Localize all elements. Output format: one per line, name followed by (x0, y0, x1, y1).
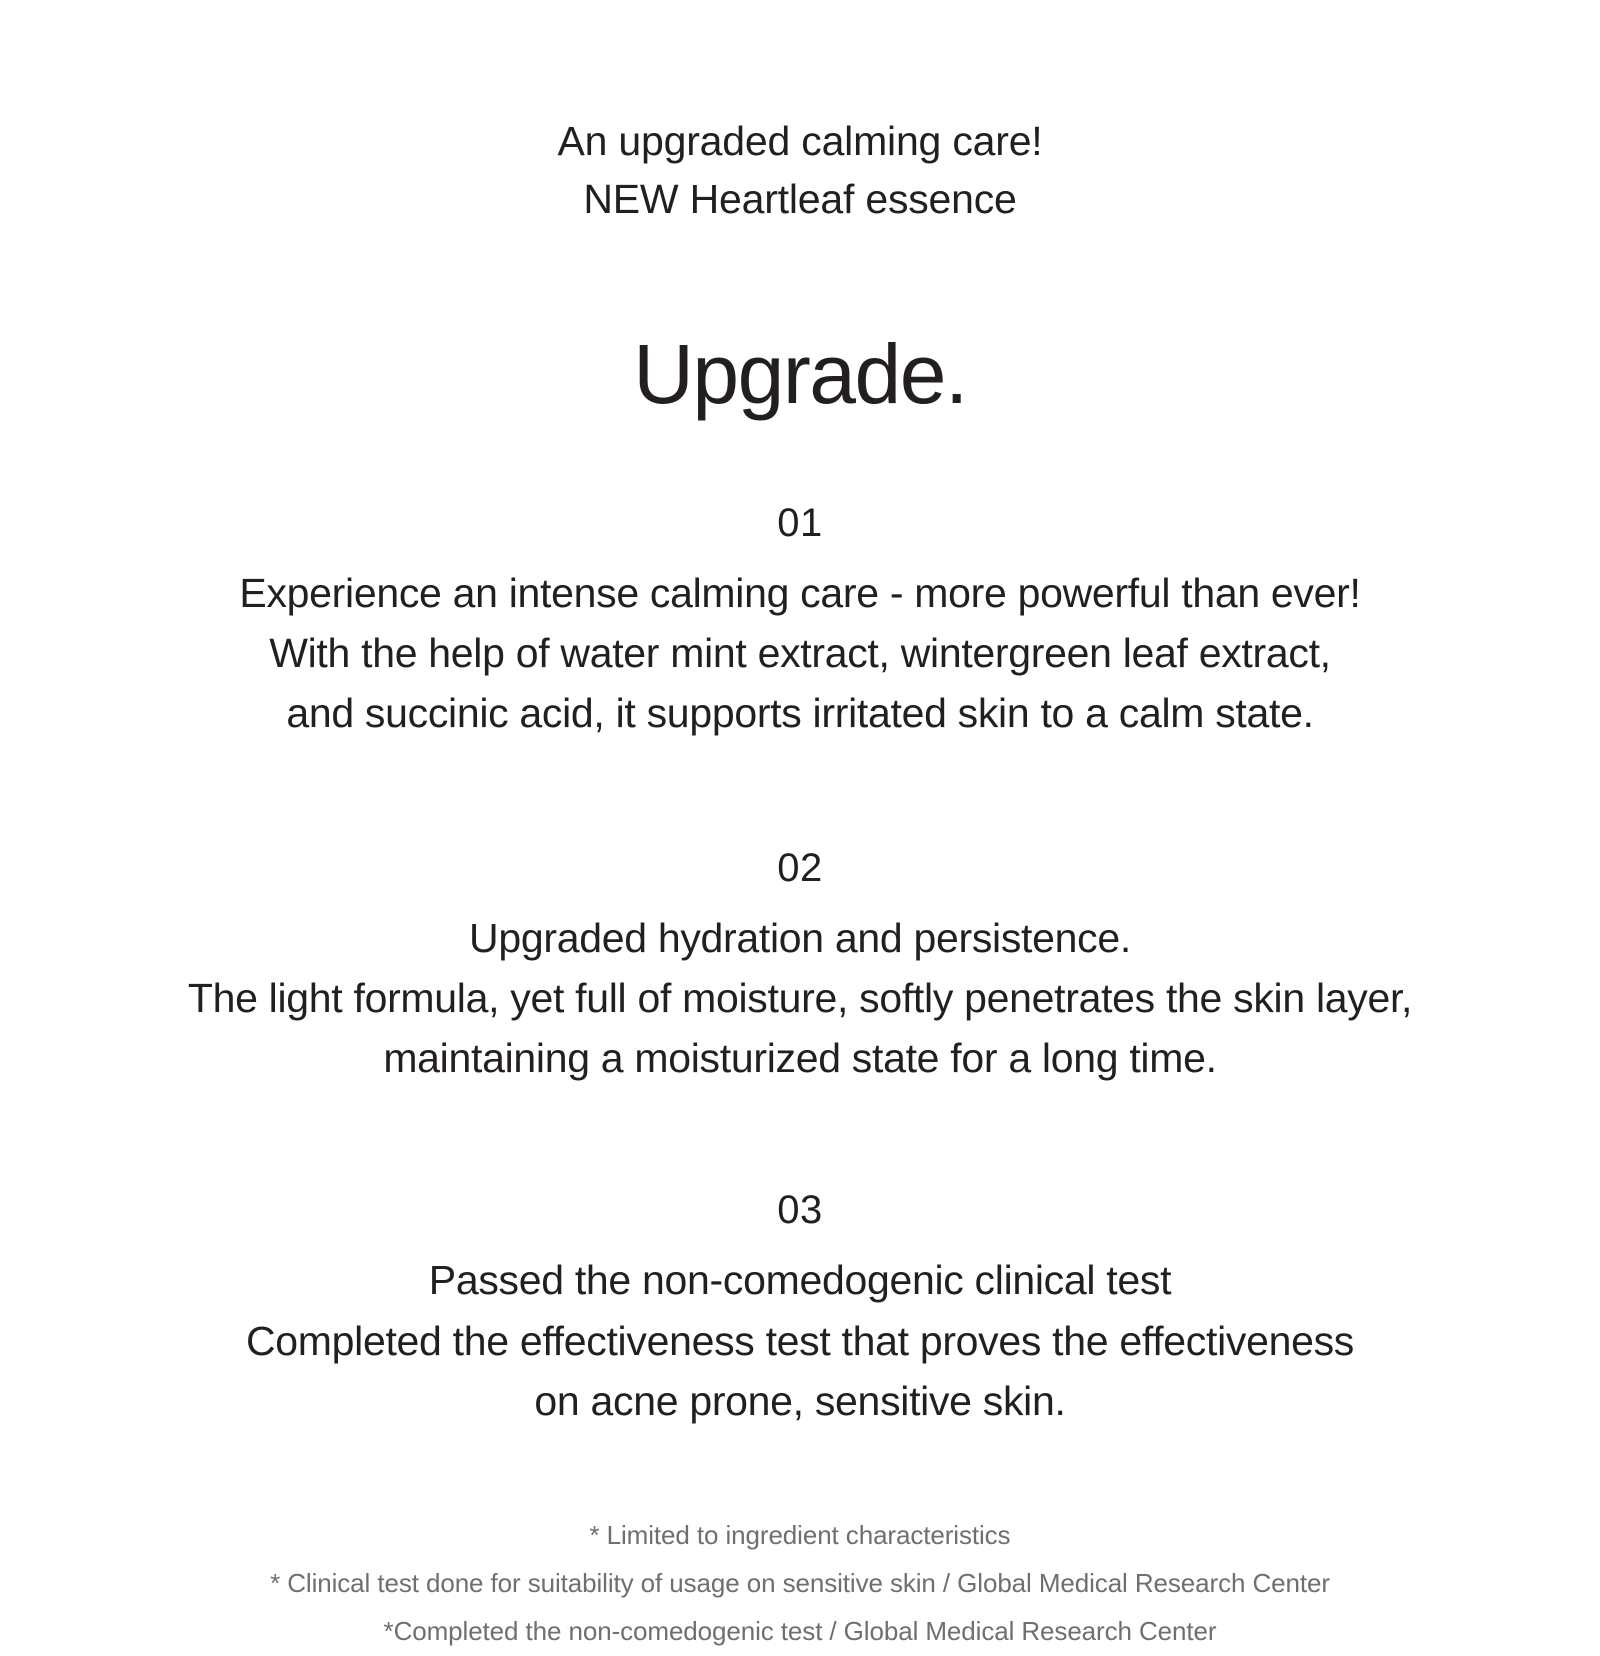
feature-body-02-line-1: Upgraded hydration and persistence. (469, 914, 1131, 961)
feature-body-03-line-3: on acne prone, sensitive skin. (534, 1377, 1066, 1424)
feature-number-02: 02 (777, 845, 823, 890)
intro-line-2: NEW Heartleaf essence (583, 176, 1017, 223)
footnote-1: * Limited to ingredient characteristics (589, 1520, 1011, 1551)
feature-block-01 (75, 497, 1525, 744)
feature-body-01-line-1: Experience an intense calming care - more powerful than ever! (239, 569, 1361, 616)
footnotes (270, 1511, 1330, 1655)
footnote-3: *Completed the non-comedogenic test / Global Medical Research Center (383, 1616, 1217, 1647)
feature-body-02 (75, 908, 1525, 1089)
intro-line-1: An upgraded calming care! (557, 118, 1043, 164)
feature-body-01-line-3: and succinic acid, it supports irritated skin to a calm state. (286, 690, 1314, 737)
page-title: Upgrade. (633, 327, 967, 422)
feature-body-03-line-1: Passed the non-comedogenic clinical test (428, 1257, 1172, 1304)
feature-block-03 (75, 1184, 1525, 1431)
feature-body-01-line-2: With the help of water mint extract, wintergreen leaf extract, (269, 630, 1331, 677)
feature-body-02-line-3: maintaining a moisturized state for a long time. (383, 1035, 1217, 1082)
feature-body-03 (75, 1250, 1525, 1431)
feature-block-02 (75, 842, 1525, 1089)
feature-number-01: 01 (777, 500, 823, 545)
feature-body-02-line-2: The light formula, yet full of moisture, softly penetrates the skin layer, (187, 974, 1413, 1021)
feature-body-01 (75, 563, 1525, 744)
feature-number-03: 03 (777, 1188, 823, 1233)
footnote-2: * Clinical test done for suitability of usage on sensitive skin / Global Medical Research Center (270, 1568, 1330, 1599)
feature-body-03-line-2: Completed the effectiveness test that proves the effectiveness (245, 1317, 1355, 1364)
intro-heading (557, 112, 1042, 228)
